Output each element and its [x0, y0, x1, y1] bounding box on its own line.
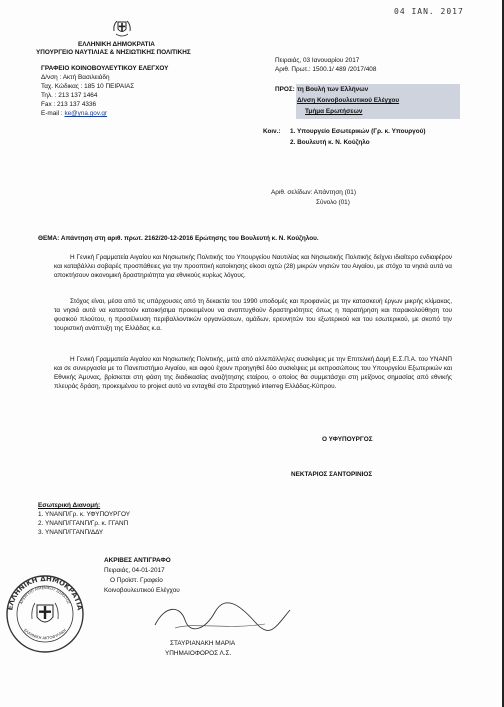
stamp-bottom-text: ΕΛΛΗΝΙΚΗ ΑΚΤΟΦΥΛΑΚΗ: [22, 627, 68, 641]
recipient-label: ΠΡΟΣ:: [275, 86, 295, 93]
certified-copy-place: Πειραιάς, 04-01-2017: [104, 567, 165, 574]
internal-distribution-item-3: 3. ΥΝΑΝΠ/ΓΓΑΝΠ/ΔΔΥ: [38, 529, 104, 536]
postcode: Ταχ. Κώδικας : 185 10 ΠΕΙΡΑΙΑΣ: [41, 83, 135, 90]
svg-text:ΕΛΛΗΝΙΚΗ ΑΚΤΟΦΥΛΑΚΗ: [23, 627, 67, 640]
internal-distribution-label: Εσωτερική Διανομή:: [38, 502, 101, 509]
official-round-stamp: [4, 573, 86, 655]
country-name: ΕΛΛΗΝΙΚΗ ΔΗΜΟΚΡΑΤΙΑ: [78, 41, 155, 48]
ministry-name: ΥΠΟΥΡΓΕΙΟ ΝΑΥΤΙΛΙΑΣ & ΝΗΣΙΩΤΙΚΗΣ ΠΟΛΙΤΙΚΗΣ: [36, 49, 191, 56]
recipient-line-1: τη Βουλή των Ελλήνων: [297, 86, 369, 93]
email-link[interactable]: ke@yna.gov.gr: [64, 110, 108, 117]
signatory-name: ΝΕΚΤΑΡΙΟΣ ΣΑΝΤΟΡΙΝΙΟΣ: [291, 471, 373, 478]
body-paragraph-1: Η Γενική Γραμματεία Αιγαίου και Νησιωτικής Πολιτικής του Υπουργείου Ναυτιλίας και Νησιωτικής Πολιτικής δείχνει ιδιαίτερο ενδιαφέρον και καταβάλλει σοβαρές προσπάθειες για την προοπτική κατοίκησης είκοσι οχτώ (28) μικρών νησιών του Αιγαίου, με στόχο τα νησιά αυτά να αποκτήσουν οικονομική δραστηριότητα για εθνικούς κυρίως λόγους.: [54, 254, 452, 279]
stamp-outer-text: ΕΛΛΗΝΙΚΗ ΔΗΜΟΚΡΑΤΙΑ: [6, 574, 84, 611]
officer-name: ΣΤΑΥΡΙΑΝΑΚΗ ΜΑΡΙΑ: [170, 640, 236, 647]
cc-label: Κοιν.:: [263, 128, 281, 135]
internal-distribution-item-1: 1. ΥΝΑΝΠ/Γρ. κ. ΥΦΥΠΟΥΡΓΟΥ: [38, 511, 130, 518]
certified-copy-office-1: Ο Προϊστ. Γραφείο: [110, 577, 163, 584]
body-paragraph-3: Η Γενική Γραμματεία Αιγαίου και Νησιωτικής Πολιτικής, μετά από αλλεπάλληλες συσκέψεις με την Επιτελική Δομή Ε.Σ.Π.Α. του ΥΝΑΝΠ και σε συνεργασία με το Πανεπιστήμιο Αιγαίου, και αφού έχουν προηγηθεί δύο συσκέψεις με εκπροσώπους του Υπουργείου Εξωτερικών και Εθνικής Άμυνας, βρίσκεται στη φάση της διαδικασίας αναζήτησης εταίρου, ο οποίος θα συμμετάσχει στη μείζονος σημασίας από εθνικής πλευράς δράση, προκειμένου το project αυτό να ενταχθεί στο Στρατηγικό interreg Ελλάδας-Κύπρου.: [54, 356, 452, 390]
recipient-line-2: Δ/νση Κοινοβουλευτικού Ελέγχου: [297, 97, 400, 104]
greek-emblem-icon: [111, 17, 133, 39]
phone: Τηλ. : 213 137 1464: [41, 92, 98, 99]
recipient-line-3: Τμήμα Ερωτήσεων: [305, 108, 363, 115]
certified-copy-title: ΑΚΡΙΒΕΣ ΑΝΤΙΓΡΑΦΟ: [104, 557, 171, 564]
stamp-inner-text: ΑΡΧΗΓΕΙΟ ΛΙΜΕΝΙΚΟΥ ΣΩΜΑΤΟΣ: [19, 585, 71, 605]
received-date-stamp: 04 IAN. 2017: [394, 7, 464, 16]
fax: Fax : 213 137 4336: [41, 101, 97, 108]
address: Δ/νση : Ακτή Βασιλειάδη: [41, 74, 110, 81]
pages-total: Σύνολο (01): [316, 199, 350, 206]
document-date: Πειραιάς, 03 Ιανουαρίου 2017: [275, 57, 360, 64]
stamp-emblem-icon: [32, 603, 58, 622]
email-line: [41, 110, 107, 118]
pages-count: Αριθ. σελίδων: Απάντηση (01): [271, 189, 356, 196]
cc-line-1: 1. Υπουργείο Εσωτερικών (Γρ. κ. Υπουργού): [290, 128, 426, 135]
body-paragraph-2: Στόχος είναι, μέσα από τις υπάρχουσες από τη δεκαετία του 1990 υποδομές και προφανώς με την κατασκευή έργων μικρής κλίμακας, τα νησιά αυτά να καταστούν κατοικήσιμα προκειμένου να αναπτυχθούν δραστηριότητες όπως η παρατήρηση και παρακολούθηση του φυσικού πλούτου, η προσέλκυση περιβαλλοντικών οργανώσεων, ομάδων, ερευνητών του εξωτερικού και του εσωτερικού, με σκοπό την τουριστική ανάπτυξη της Ελλάδας κ.α.: [54, 298, 452, 332]
internal-distribution-item-2: 2. ΥΝΑΝΠ/ΓΓΑΝΠ/Γρ. κ. ΓΓΑΝΠ: [38, 520, 129, 527]
cc-line-2: 2. Βουλευτή κ. Ν. Κούζηλο: [290, 139, 370, 146]
handwritten-signature: [145, 600, 295, 635]
email-label: E-mail :: [41, 110, 65, 117]
office-name: ΓΡΑΦΕΙΟ ΚΟΙΝΟΒΟΥΛΕΥΤΙΚΟΥ ΕΛΕΓΧΟΥ: [41, 65, 169, 72]
subject-line: ΘΕΜΑ: Απάντηση στη αριθ. πρωτ. 2162/20-12-2016 Ερώτησης του Βουλευτή κ. Ν. Κούζηλου.: [38, 235, 319, 242]
signatory-title: Ο ΥΦΥΠΟΥΡΓΟΣ: [322, 436, 373, 443]
officer-rank: ΥΠΗΜΑΙΟΦΟΡΟΣ Λ.Σ.: [165, 650, 232, 657]
protocol-number: Αριθ. Πρωτ.: 1500.1/ 489 /2017/408: [275, 66, 377, 73]
certified-copy-office-2: Κοινοβουλευτικού Ελέγχου: [104, 587, 180, 594]
